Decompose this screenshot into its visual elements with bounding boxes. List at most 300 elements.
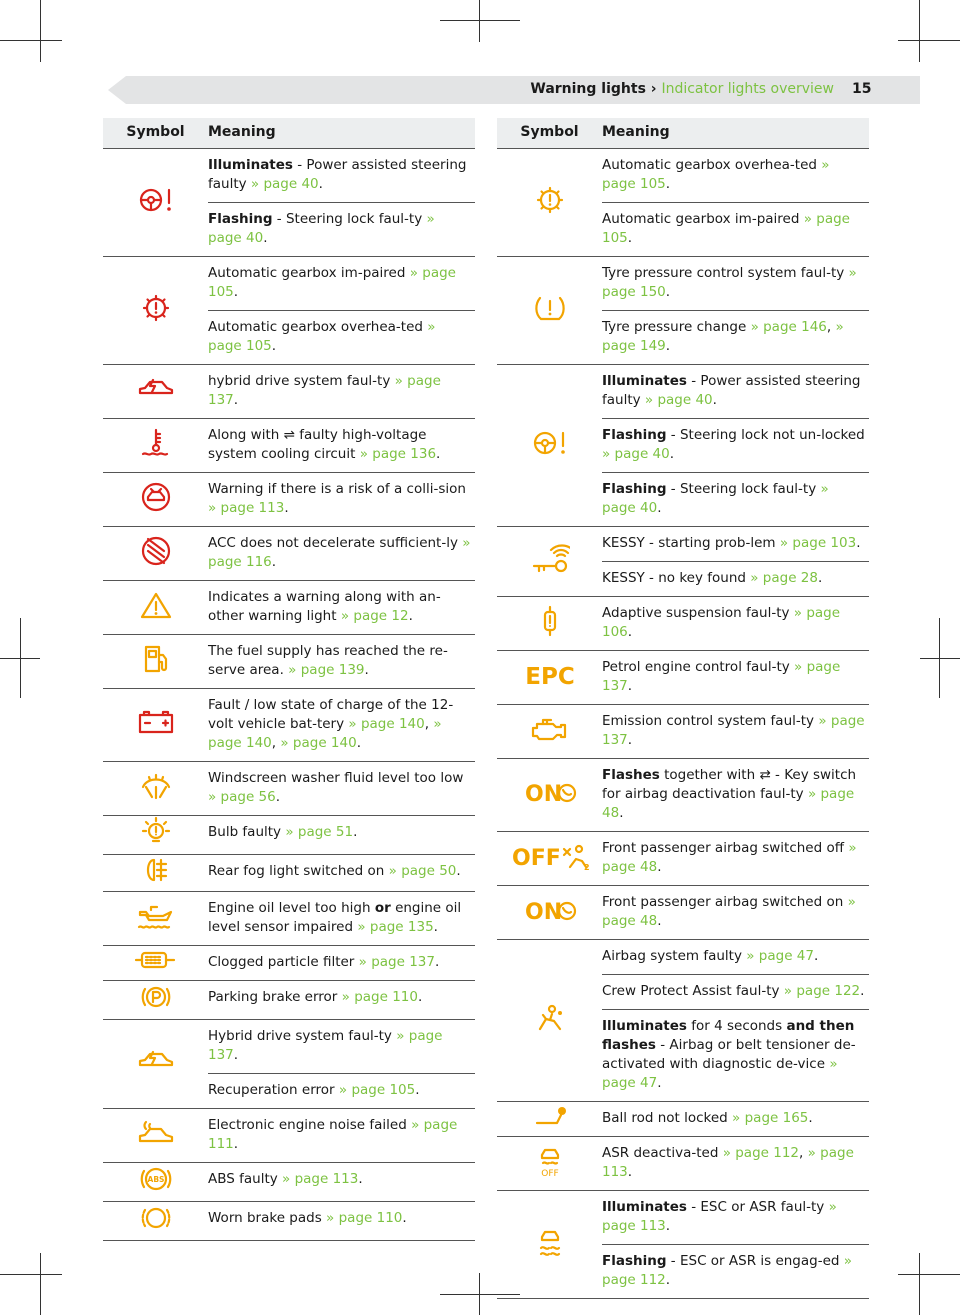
table-row (103, 892, 475, 946)
key-icon (530, 541, 570, 583)
meaning-text-end: . (665, 284, 671, 300)
status-label: Flashes (602, 767, 660, 783)
meaning-text: Along with ⇌ faulty high-voltage system cooling circuit (208, 427, 427, 462)
coolant-temperature-icon (140, 427, 172, 465)
power-steering-fault-icon (530, 429, 570, 463)
meaning-text: KESSY - starting prob-lem (602, 535, 780, 551)
page-reference-link[interactable]: » page 137 (602, 659, 841, 694)
symbol-cell (497, 1102, 602, 1137)
table-row (103, 816, 475, 855)
page-reference-link[interactable]: » page 106 (602, 605, 841, 640)
table-row (103, 762, 475, 816)
meaning-text: hybrid drive system faul-ty (208, 373, 395, 389)
symbol-header: Symbol (497, 118, 602, 149)
table-row (497, 651, 869, 705)
symbol-header: Symbol (103, 118, 208, 149)
crop-mark (919, 1253, 920, 1315)
meaning-text: Ball rod not locked (602, 1110, 733, 1126)
symbol-cell (103, 855, 208, 892)
meaning-text: Front passenger airbag switched on (602, 894, 848, 910)
symbol-cell (497, 940, 602, 1102)
meaning-text: - Power assisted steering faulty (208, 157, 467, 192)
symbol-cell (103, 816, 208, 855)
meaning-text: Automatic gearbox overhea-ted (208, 319, 428, 335)
meaning-text: ASR deactiva-ted (602, 1145, 723, 1161)
page-reference-link[interactable]: » page 137 (208, 1028, 443, 1063)
breadcrumb-section[interactable]: Warning lights (530, 81, 646, 97)
meaning-cell (602, 886, 869, 940)
parking-brake-icon (140, 981, 172, 1019)
crop-mark (0, 1274, 62, 1275)
airbag-on-icon (522, 896, 578, 930)
symbol-cell (103, 1109, 208, 1163)
meaning-cell (208, 149, 475, 203)
meaning-text: KESSY - no key found (602, 570, 751, 586)
status-label: Flashing (602, 427, 667, 443)
symbol-cell (497, 257, 602, 365)
table-row (497, 832, 869, 886)
svg-text:ON: ON (524, 782, 562, 806)
page-reference-link[interactable]: » page 48 (602, 840, 857, 875)
svg-text:ABS: ABS (147, 1175, 164, 1184)
meaning-text: Hybrid drive system faul-ty (208, 1028, 397, 1044)
symbol-cell (103, 419, 208, 473)
crop-mark (0, 658, 40, 659)
meaning-text-end: . (358, 1171, 363, 1187)
page-reference-link[interactable]: » page 140 (348, 716, 425, 732)
meaning-cell (602, 940, 869, 975)
page-reference-link[interactable]: » page 150 (602, 265, 857, 300)
meaning-text: - Steering lock not un-locked (666, 427, 865, 443)
symbol-cell (497, 651, 602, 705)
meaning-cell (208, 1074, 475, 1109)
meaning-cell (208, 946, 475, 981)
crop-mark (919, 0, 920, 62)
acc-icon (140, 535, 172, 573)
table-row (103, 1020, 475, 1074)
meaning-text: - ESC or ASR is engag-ed (666, 1253, 844, 1269)
meaning-text: Engine oil level too high (208, 900, 375, 916)
meaning-text-end: . (356, 735, 361, 751)
page-reference-link[interactable]: » page 103 (779, 535, 857, 551)
indicator-table-left (103, 118, 475, 1241)
esc-icon (535, 1226, 565, 1264)
crop-mark (898, 1274, 960, 1275)
page-reference-link[interactable]: » page 112 (602, 1253, 853, 1288)
page-reference-link[interactable]: » page 48 (602, 786, 855, 821)
meaning-text-end: . (814, 948, 819, 964)
page-reference-link[interactable]: » page 40 (250, 176, 319, 192)
meaning-text-end: . (712, 392, 717, 408)
airbag-off-icon (510, 841, 590, 877)
breadcrumb (530, 81, 834, 97)
symbol-cell (497, 759, 602, 832)
table-row (103, 473, 475, 527)
meaning-text-end: . (665, 176, 671, 192)
gearbox-icon (141, 293, 171, 329)
symbol-cell (497, 149, 602, 257)
table-row (103, 689, 475, 762)
symbol-cell (103, 892, 208, 946)
crop-mark (40, 1253, 41, 1315)
meaning-cell (602, 257, 869, 311)
symbol-cell (497, 832, 602, 886)
suspension-icon (540, 605, 560, 643)
page-reference-link[interactable]: » page 165 (732, 1110, 809, 1126)
meaning-cell (602, 1010, 869, 1102)
page-reference-link[interactable]: » page 149 (602, 319, 844, 354)
meaning-text: Indicates a warning along with an-other warning light (208, 589, 441, 624)
meaning-cell (602, 419, 869, 473)
meaning-cell (602, 1191, 869, 1245)
page-reference-link[interactable]: » page 40 (602, 446, 670, 462)
symbol-cell (103, 149, 208, 257)
meaning-text-end: . (627, 732, 633, 748)
meaning-cell (602, 473, 869, 527)
meaning-text-end: . (364, 662, 369, 678)
epc-icon (525, 661, 575, 695)
meaning-text: - Airbag or belt tensioner de-activated with diagnostic de-vice (602, 1037, 856, 1072)
symbol-cell (497, 1137, 602, 1191)
meaning-text-end: . (353, 824, 358, 840)
status-label: Flashing (208, 211, 273, 227)
fuel-pump-icon (142, 643, 170, 681)
table-row (497, 940, 869, 975)
meaning-text-end: . (233, 284, 239, 300)
table-row (103, 1109, 475, 1163)
table-row (103, 365, 475, 419)
meaning-text: - ESC or ASR faul-ty (686, 1199, 829, 1215)
meaning-cell (208, 257, 475, 311)
symbol-cell (497, 597, 602, 651)
meaning-text-end: . (233, 392, 239, 408)
symbol-cell (497, 527, 602, 597)
meaning-cell (208, 1109, 475, 1163)
oil-level-icon (136, 902, 176, 936)
symbol-cell (103, 257, 208, 365)
meaning-cell (602, 1245, 869, 1299)
meaning-text: Automatic gearbox overhea-ted (602, 157, 822, 173)
page-reference-link[interactable]: » page 47 (602, 1056, 838, 1091)
meaning-header: Meaning (602, 118, 869, 149)
meaning-text: for 4 seconds (686, 1018, 787, 1034)
gearbox-icon (535, 185, 565, 221)
symbol-cell (497, 365, 602, 527)
page-reference-link[interactable]: » page 116 (208, 535, 471, 570)
meaning-text-end: . (434, 954, 440, 970)
meaning-text-end: . (669, 446, 675, 462)
meaning-text: Front passenger airbag switched off (602, 840, 849, 856)
table-row (103, 946, 475, 981)
page-reference-link[interactable]: » page 105 (208, 319, 436, 354)
meaning-text-end: . (402, 1210, 407, 1226)
collision-warning-icon (140, 481, 172, 519)
table-row (497, 886, 869, 940)
meaning-text: Electronic engine noise failed (208, 1117, 412, 1133)
asr-off-icon (535, 1144, 565, 1184)
crop-mark (479, 0, 480, 42)
symbol-cell (103, 1020, 208, 1109)
page-reference-link[interactable]: » page 111 (208, 1117, 458, 1152)
page-reference-link[interactable]: » page 135 (357, 919, 434, 935)
table-row (103, 419, 475, 473)
battery-icon (136, 709, 176, 741)
ball-rod-icon (533, 1103, 567, 1135)
table-row (103, 149, 475, 203)
page-reference-link[interactable]: » page 110 (326, 1210, 403, 1226)
meaning-cell (602, 149, 869, 203)
meaning-text: Tyre pressure change (602, 319, 751, 335)
meaning-cell (602, 759, 869, 832)
meaning-cell (208, 203, 475, 257)
meaning-cell (208, 311, 475, 365)
meaning-text-end: . (408, 608, 413, 624)
table-row (103, 527, 475, 581)
svg-text:OFF: OFF (540, 1168, 559, 1178)
warning-triangle-icon (140, 591, 172, 625)
meaning-text: Clogged particle filter (208, 954, 359, 970)
meaning-cell (208, 635, 475, 689)
meaning-cell (208, 816, 475, 855)
meaning-cell: Fault / low state of charge of the 12-volt vehicle bat-tery » page 140, » page 140, » page 140. (208, 689, 475, 762)
meaning-text: Automatic gearbox im-paired (208, 265, 410, 281)
meaning-text-end: . (318, 176, 323, 192)
page-reference-link[interactable]: » page 110 (341, 989, 418, 1005)
meaning-text-end: . (657, 500, 662, 516)
meaning-cell (602, 1102, 869, 1137)
table-row (497, 365, 869, 419)
table-row (103, 635, 475, 689)
page-reference-link[interactable]: » page 40 (602, 481, 829, 516)
page-reference-link[interactable]: » page 40 (644, 392, 713, 408)
meaning-cell: Tyre pressure change » page 146, » page 149. (602, 311, 869, 365)
meaning-text: Fault / low state of charge of the 12-volt vehicle bat-tery (208, 697, 454, 732)
right-column (497, 118, 869, 1299)
meaning-cell (208, 1202, 475, 1241)
meaning-text: Recuperation error (208, 1082, 339, 1098)
meaning-cell (208, 981, 475, 1020)
meaning-cell (602, 832, 869, 886)
symbol-cell (497, 886, 602, 940)
symbol-cell (103, 635, 208, 689)
indicator-table-right (497, 118, 869, 1299)
meaning-text: - Steering lock faul-ty (272, 211, 427, 227)
crop-mark (440, 20, 520, 21)
status-label: Illuminates (602, 373, 687, 389)
meaning-text-end: . (417, 989, 423, 1005)
meaning-cell (208, 473, 475, 527)
abs-icon (140, 1163, 172, 1201)
table-row (497, 705, 869, 759)
engine-noise-icon (136, 1118, 176, 1154)
meaning-cell (208, 762, 475, 816)
bulb-fault-icon (140, 816, 172, 854)
status-label: Flashing (602, 481, 667, 497)
breadcrumb-subsection[interactable]: Indicator lights overview (661, 81, 834, 97)
page-reference-link[interactable]: » page 50 (388, 863, 457, 879)
page-reference-link[interactable]: » page 105 (602, 211, 850, 246)
airbag-system-icon (532, 1001, 568, 1041)
status-label: Illuminates (602, 1018, 687, 1034)
emphasis-text: or (374, 900, 391, 916)
meaning-text-end: . (856, 535, 861, 551)
meaning-text-end: . (665, 1218, 671, 1234)
meaning-text: The fuel supply has reached the re-serve area. (208, 643, 448, 678)
page-reference-link[interactable]: » page 56 (208, 789, 276, 805)
page-reference-link[interactable]: » page 51 (285, 824, 354, 840)
page-reference-link[interactable]: » page 137 (208, 373, 441, 408)
washer-fluid-icon (139, 771, 173, 807)
left-column (103, 118, 475, 1241)
svg-text:EPC: EPC (524, 663, 575, 689)
symbol-cell (103, 981, 208, 1020)
meaning-cell (602, 527, 869, 562)
page-reference-link[interactable]: » page 112 (722, 1145, 800, 1161)
page-reference-link[interactable]: » page 28 (750, 570, 818, 586)
page-reference-link[interactable]: » page 105 (208, 265, 456, 300)
hybrid-car-icon (137, 1050, 175, 1078)
crop-mark (0, 40, 62, 41)
symbol-cell (103, 581, 208, 635)
meaning-cell (208, 365, 475, 419)
airbag-on-icon (522, 778, 578, 812)
meaning-text: engine oil level sensor impaired (208, 900, 462, 935)
symbol-cell (103, 365, 208, 419)
meaning-text: Emission control system faul-ty (602, 713, 819, 729)
page-reference-link[interactable]: » page 47 (746, 948, 814, 964)
meaning-text: - Steering lock faul-ty (666, 481, 821, 497)
meaning-text-end: . (271, 338, 277, 354)
meaning-text: Windscreen washer fluid level too low (208, 770, 464, 786)
meaning-cell (602, 597, 869, 651)
meaning-text-end: . (627, 230, 633, 246)
table-row (103, 981, 475, 1020)
meaning-text-end: . (657, 913, 662, 929)
meaning-text-end: . (627, 624, 633, 640)
meaning-text-end: . (436, 446, 441, 462)
meaning-cell (602, 203, 869, 257)
crop-mark (920, 658, 960, 659)
meaning-cell (602, 365, 869, 419)
symbol-cell (103, 946, 208, 981)
page-reference-link[interactable]: » page 122 (783, 983, 861, 999)
hybrid-car-icon (137, 378, 175, 406)
page-reference-link[interactable]: » page 113 (208, 500, 285, 516)
meaning-cell (208, 855, 475, 892)
meaning-cell (602, 562, 869, 597)
meaning-text: Tyre pressure control system faul-ty (602, 265, 849, 281)
meaning-text: ACC does not decelerate sufficient-ly (208, 535, 463, 551)
meaning-text: Airbag system faulty (602, 948, 747, 964)
meaning-text-end: . (665, 1272, 671, 1288)
meaning-text-end: . (233, 1047, 239, 1063)
meaning-text: together with ⇄ - Key switch for airbag deactivation faul-ty (602, 767, 857, 802)
table-row (103, 1163, 475, 1202)
meaning-text-end: . (275, 789, 281, 805)
page-reference-link[interactable]: » page 140 (280, 735, 357, 751)
particle-filter-icon (134, 948, 178, 978)
meaning-text-end: . (627, 678, 633, 694)
table-row (497, 759, 869, 832)
page-reference-link[interactable]: » page 136 (359, 446, 437, 462)
power-steering-fault-icon (136, 186, 176, 220)
page-reference-link[interactable]: » page 12 (340, 608, 409, 624)
meaning-text: Rear fog light switched on (208, 863, 389, 879)
page-reference-link[interactable]: » page 48 (602, 894, 856, 929)
meaning-cell (208, 1020, 475, 1074)
svg-text:OFF: OFF (511, 845, 561, 871)
status-label: Illuminates (602, 1199, 687, 1215)
rear-fog-light-icon (140, 855, 172, 891)
page-reference-link[interactable]: » page 139 (288, 662, 365, 678)
breadcrumb-separator: › (645, 81, 662, 97)
meaning-cell (208, 419, 475, 473)
meaning-text-end: . (860, 983, 865, 999)
symbol-cell (103, 527, 208, 581)
crop-mark (898, 40, 960, 41)
page-reference-link[interactable]: » page 40 (208, 211, 435, 246)
page-reference-link[interactable]: » page 113 (282, 1171, 359, 1187)
symbol-cell (103, 1202, 208, 1241)
meaning-text: Crew Protect Assist faul-ty (602, 983, 784, 999)
page-reference-link[interactable]: » page 140 (208, 716, 442, 751)
page-reference-link[interactable]: » page 137 (358, 954, 435, 970)
meaning-text-end: . (456, 863, 461, 879)
table-row (497, 597, 869, 651)
meaning-cell (208, 892, 475, 946)
meaning-cell (208, 1163, 475, 1202)
tyre-pressure-icon (533, 293, 567, 329)
meaning-header: Meaning (208, 118, 475, 149)
meaning-text-end: . (657, 859, 662, 875)
meaning-cell (602, 651, 869, 705)
table-row (497, 1191, 869, 1245)
meaning-text: - Power assisted steering faulty (602, 373, 861, 408)
meaning-text-end: . (263, 230, 268, 246)
table-row (497, 527, 869, 562)
table-row (103, 855, 475, 892)
meaning-text: ABS faulty (208, 1171, 283, 1187)
meaning-text: Automatic gearbox im-paired (602, 211, 804, 227)
meaning-text-end: . (271, 554, 277, 570)
meaning-text: Warning if there is a risk of a colli-sion (208, 481, 466, 497)
meaning-cell (602, 705, 869, 759)
table-row (497, 257, 869, 311)
page-reference-link[interactable]: » page 113 (602, 1199, 837, 1234)
svg-text:ON: ON (524, 899, 562, 924)
symbol-cell (103, 1163, 208, 1202)
crop-mark (40, 0, 41, 62)
meaning-text-end: . (657, 1075, 662, 1091)
page-reference-link[interactable]: » page 113 (602, 1145, 854, 1180)
svg-text:2: 2 (583, 862, 590, 871)
meaning-text-end: . (627, 1164, 633, 1180)
page-reference-link[interactable]: » page 137 (602, 713, 865, 748)
table-row (103, 581, 475, 635)
page-reference-link[interactable]: » page 105 (338, 1082, 416, 1098)
page-number: 15 (852, 81, 872, 97)
meaning-cell (208, 581, 475, 635)
table-row (497, 149, 869, 203)
page-reference-link[interactable]: » page 146 (750, 319, 827, 335)
page-reference-link[interactable]: » page 105 (602, 157, 830, 192)
meaning-text-end: . (808, 1110, 813, 1126)
meaning-text-end: . (619, 805, 624, 821)
symbol-cell (103, 473, 208, 527)
meaning-text: Parking brake error (208, 989, 342, 1005)
meaning-text: Petrol engine control faul-ty (602, 659, 795, 675)
table-row (497, 1102, 869, 1137)
